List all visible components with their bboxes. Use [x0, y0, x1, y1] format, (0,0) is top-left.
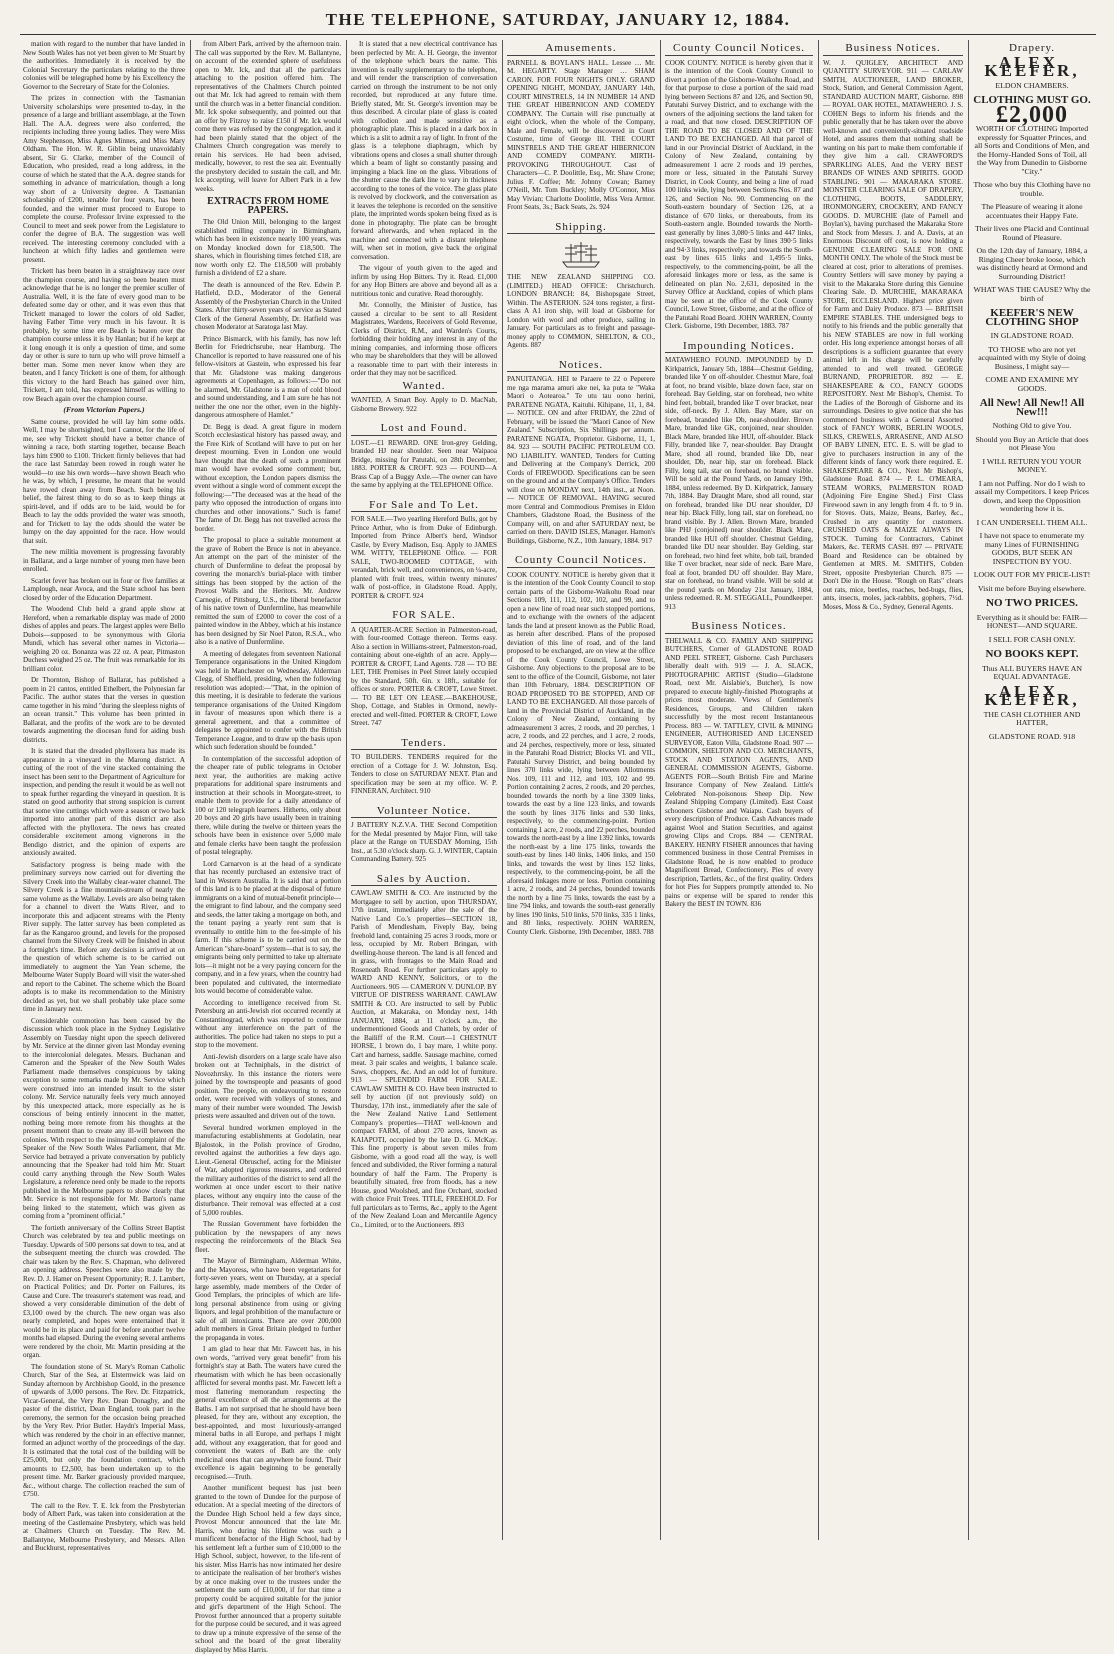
- section-heading: Tenders.: [401, 736, 447, 749]
- article-paragraph: In contemplation of the successful adoption of the cheaper rate of public telegrams in October next year, the authorities are making active preparations for additional spare instruments and instruction at their schools in Moorgate-street, to enable them to provide for a daily attendance of 100 or 120 telegraph learners. Hitherto, only about 20 boys and 20 girls have usually been in training there, while during the twelve or thirteen years the schools have been in existence over 5,000 male and female clerks have been taught the profession of postal telegraphy.: [195, 754, 341, 856]
- ad-line: Everything as it should be: FAIR—HONEST—AND SQUARE.: [976, 612, 1088, 630]
- section-heading: Business Notices.: [691, 620, 787, 632]
- article-paragraph: Anti-Jewish disorders on a large scale have also broken out at Techniphals, in the district of Novozhrrsky. In this instance the rioters were joined by the townspeople and peasants of good position. The people, on endeavouring to restore order, were received with volleys of stones, and many of their number were wounded. The Jewish priests were assaulted and driven out of the town.: [195, 1052, 341, 1120]
- advertiser-name: ALEX. KEEFER,: [984, 52, 1080, 80]
- advertisement-text: FOR SALE.—Two yearling Hereford Bulls, got by Prince Arthur, who is from Duke of Edinburgh. Imported from Prince Albert's herd, Windsor Castle, by Every Madison, Esq. Apply to JAMES WM. WITTY, TELEPHONE Office. — FOR SALE, TWO-ROOMED COTTAGE, with verandah, brick well, and conveniences, on ¼-acre, planted with fruit trees, within twenty minutes' walk of post-office, in Gladstone Road. Apply, PORTER & CROFT. 924: [351, 515, 497, 600]
- column-rule: [968, 40, 969, 1540]
- ad-line: ELDON CHAMBERS.: [995, 80, 1069, 90]
- column-2: [192, 40, 344, 1654]
- advertisement-text: COOK COUNTY. NOTICE is hereby given that it is the intention of the Cook County Council to stop certain parts of the Gisborne-Waikohu Road near Sections 109, 111, 112, 102, 102, and 99, and to open a new line of road near such stopped portions, and to exchange with the owners of the adjacent lands the land at present known as the Public Road, as herein after described. Plans of the proposed deviation of this line of road, and of the land proposed to be exchanged, are on view at the office of the Cook County Council, Lowe Street, Gisborne. Any objections to the proposal are to be sent to the office of the Council, Gisborne, not later than 10th February, 1884. DESCRIPTION OF ROAD PROPOSED TO BE STOPPED, AND OF LAND TO BE EXCHANGED. All those parcels of land in the Provincial District of Auckland, in the Colony of New Zealand, containing by admeasurement 3 acres, 2 roods, and 20 perches, 1 acre, 2 roods, and 22 perches, and 1 acre, 2 roods, and 24 perches, respectively, more or less, situated in the Patutahi Road District; Blocks VI. and VII., Patutahi Survey District, and being bounded by lines 370 links wide, lying between Allotments Nos. 109, 111 and 112, and 103, 102 and 99. Portion containing 2 acres, 2 roods, and 20 perches, bounded towards the north by a line 3309 links, towards the east by a line 123 links, and towards the south by lines 3176 links and 530 links, respectively, to the commencing-point. Portion containing 1 acre, 2 roods, and 22 perches, bounded towards the north-east by a line 1392 links, towards the north-east by a line 175 links, towards the south-east by lines 140 links, 1406 links, and 150 links, and towards the west by lines 152 links, respectively, to the commencing-point, be all the aforesaid linkages more or less. Portion containing 1 acre, 2 roods, and 24 perches, bounded towards the north by a line 75 links, towards the east by a line 794 links, and towards the south-east generally by lines 190 links, 510 links, 570 links, 335 1 links, and 80 links, respectively. JOHN WARREN, County Clerk. Gisborne, 19th December, 1883. 788: [507, 570, 655, 936]
- section-heading: Business Notices.: [845, 42, 941, 54]
- advertisement-text: THELWALL & CO. FAMILY AND SHIPPING BUTCHERS, Corner of GLADSTONE ROAD AND PEEL STREET, Gisborne. Cash Purchasers liberally dealt with. 919 — J. A. SLACK, PHOTOGRAPHIC ARTIST (Studio—Gladstone Road, next Mr. Aislabie's, Butcher), Is now prepared to execute highly-finished Photographs at prices most moderate. Views of Gentlemen's Residences, Groups, and Children taken successfully by the most recent Instantaneous Process. 883 — W. TATTLEY, CIVIL & MINING ENGINEER, AUTHORISED AND LICENSED SURVEYOR, Eaton Villa, Gladstone Road. 907 — COMMON, SHELTON AND CO. MERCHANTS, STOCK AND STATION AGENTS, AND GENERAL COMMISSION AGENTS, Gisborne. AGENTS FOR—South British Fire and Marine Insurance Company of New Zealand. Little's Celebrated Non-poisonous Sheep Dip. New Zealand Shipping Company (Limited). East Coast schooners Gisborne and Waiapu. Cash buyers of every description of Produce. Cash Advances made against Wool and Station Securities, and against growing Clips and Crops. 884 — CENTRAL BAKERY. HENRY FISHER announces that having commenced business in those Central Premises in Gladstone Road, he is now enabled to produce Magnificent Bread, Confectionery, Pies of every description, Tartlets, &c., of the first quality. Orders for hot Pies for Suppers promptly attended to. No pains or expense will be spared to render this Bakery the BEST IN TOWN. 836: [665, 636, 813, 908]
- article-paragraph: Mr. Connolly, the Minister of Justice, has caused a circular to be sent to all Resident Magistrates, Wardens, Receivers of Gold Revenue, Clerks of District, R.M., and Warden's Courts, forbidding their holding any interest in any of the mining companies, and informing those officers who may be shareholders that they will be allowed a reasonable time to part with their interests in order that they may not be sacrificed.: [351, 301, 497, 377]
- advertisement-text: LOST.—£1 REWARD. ONE Iron-grey Gelding, branded HJ near shoulder. Seen near Waipaoa Bridge, missing for Patutahi, on 28th December, 1883. PORTER & CROFT. 923 — FOUND—A Brass Cap of a Buggy Axle.—The owner can have the same by applying at the TELEPHONE Office.: [351, 438, 497, 489]
- ad-line: I SELL FOR CASH ONLY.: [988, 634, 1076, 644]
- ad-line: I am not Puffing. Nor do I wish to assail my Competitors. I keep Prices down, and keep the Opposition wondering how it is.: [975, 478, 1089, 513]
- article-paragraph: It is stated that the dreaded phylloxera has made its appearance in a vineyard in the Marong district. A cutting of the root of the vine stacked containing the insect has been sent to the Department of Agriculture for inspection, and pending the result it would be as well not to speak further regarding the vineyard in question. It is stated on good authority that strong suspicion is current that some vine cuttings which were a season or two back imported into another part of this district are also affected with the phylloxera. The news has created considerable excitement among vignerons in the Bendigo district, and the opinion of experts are anxiously awaited.: [23, 747, 185, 857]
- advertisement-text: J BATTERY N.Z.V.A. THE Second Competition for the Medal presented by Major Finn, will take place at the Range on TUESDAY Morning, 15th Inst., at 5.30 o'clock sharp. G. J. WINTER, Captain Commanding Battery. 925: [351, 821, 497, 863]
- advertisement: [507, 371, 655, 552]
- article-paragraph: Considerable commotion has been caused by the discussion which took place in the Sydney Legislative Assembly on Tuesday night upon the speech delivered by Mr. Service at the dinner given last Monday evening to the intercolonial delegates. Messrs. Buchanan and Cameron and the Speaker of the New South Wales Parliament made themselves conspicuous by taking exception to some remarks made by Mr. Service which were construed into an intended insult to the sister colony. Mr. Service naturally feels very much annoyed by this unexpected attack, more especially as he is conscious of being entirely innocent in the matter, nothing being more remote from his thoughts at the present moment than to create any ill-will between the colonies. With respect to the insinuated complaint of the Speaker of the New South Wales Parliament, that Mr. Service had betrayed a private conversation by publicly announcing that the Speaker had told him Mr. Stuart could carry anything through the New South Wales Legislature, a reference need only be made to the reports published in the Melbourne papers to show clearly that Mr. Service is not responsible for Mr. Barton's name being linked to the statement, which was given as coming from a "prominent official.": [23, 1016, 185, 1220]
- article-paragraph: Another munificent bequest has just been granted to the town of Dundee for the purpose of education. At a special meeting of the directors of the Dundee High School held a few days since, Provost Moncur announced that the late Mr. Harris, who during his lifetime was such a munificent benefactor of the High School, had by his settlement left a further sum of £10,000 to the High School, subject, however, to the life-rent of his sister. Miss Harris has now intimated her desire to anticipate the realisation of her brother's wishes by at once making over to the trustees under the settlement the sum of £10,000, if for that time a property could be acquired suitable for the junior and girl's department of the High School. The Provost further announced that a property suitable for the purpose could be secured, and it was agreed to draw up a minute expressive of the sense of the school and the board of the great liberality displayed by Miss Harris.: [195, 1484, 341, 1654]
- advertisement: [507, 567, 655, 944]
- ad-line: GLADSTONE ROAD. 918: [988, 731, 1076, 741]
- ad-line: Those who buy this Clothing have no trouble.: [973, 180, 1091, 198]
- article-paragraph: The vigour of youth given to the aged and infirm by using Hop Bitters. Try it. Read. £1,000 for any Hop Bitters are above and beyond all as a nutritious tonic and curative. Read thoroughly.: [351, 264, 497, 298]
- advertisement-text: MATAWHERO FOUND. IMPOUNDED by D. Kirkpatrick, January 5th, 1884—Chestnut Gelding, branded like Y on off-shoulder. Chestnut Mare, foal at foot, no brand visible, blaze down face, star on forehead. Bay Gelding, star on forehead, two white hind feet, bobtail, branded like T over bracket, near side, off-neck. By J. Allen. Bay Mare, star on forehead, branded like Db, near-shoulder. Brown Mare, branded like GK, conjoined, near shoulder. Black Mare, branded like HUI, off-shoulder. Black Filly, branded like 7, near-shoulder. Bay Draught Mare, shod all round, branded like Db, near shoulder, Db, near hip, star on forehead. Black Filly, long tail, star on forehead, no brand visible. Will be sold at the Pound Yards, on January 19th, 1884, unless redeemed. By D. Kirkpatrick, January 7th, 1884. Bay Draught Mare, shod all round, star on forehead, branded like DU near shoulder, DJ near hip. Black Filly, long tail, star on forehead, no brand visible. By J. Allen. Brown Mare, branded like PHJ (conjoined) near shoulder. Black Mare, branded like HUI off shoulder. Chestnut Gelding, branded like DU near shoulder. Bay Gelding, star on forehead, two hind feet white, bob tail, branded like T over bracket, near side of neck. Bare Mare, foal at foot, branded DU off shoulder. Bay Mare, star on forehead, no brand visible. Will be sold at the pound yards on Monday 21st January, 1884, unless redeemed. R. M. STEGGALL, Poundkeeper. 913: [665, 356, 813, 611]
- ad-headline: NO TWO PRICES.: [986, 597, 1078, 609]
- article-paragraph: The call to the Rev. T. E. Ick from the Presbyterian body of Albert Park, was taken into consideration at the meeting of the Castlemaine Presbytery, which was held at Chalmers Church on Tuesday. The Rev. M. Ballantyne, Melbourne Presbytery, and Messrs. Allen and Buckhurst, representatives: [23, 1501, 185, 1552]
- ad-headline: KEEFER'S NEW CLOTHING SHOP: [985, 307, 1079, 328]
- article-paragraph: Trickett has been beaten in a straightaway race over the champion course, and having so been beaten must acknowledge that he is no longer the premier sculler of Australia. Well, it is the fate of every good man to be defeated some day or other, and it was even thus that Trickett managed to lower the colors of old Sadler, having Father Time very much in his favour. It is probably, by some time ere Beach is beaten over the champion course unless it is by Hanlan; but if he kept at it long enough it is only a question of time, and some day or other is sure to turn up who will prove himself a better man. Some men never know when they are beaten, and I fancy Trickett is one of them, for although this victory to the hard Beach has gained over him, Trickett, I am told, has expressed himself as willing to row Beach again over the champion course.: [23, 267, 185, 403]
- article-paragraph: The Mayor of Birmingham, Alderman White, and the Mayoress, who have been vegetarians for forty-seven years, went on Thursday, at a special large assembly, made members of the Order of Good Templars, the principles of which are life-long personal abstinence from using or giving liquors, and legal prohibition of the manufacture or sale of all intoxicants. There are over 200,000 adult members in Great Britain pledged to further the propaganda in votes.: [195, 1257, 341, 1342]
- article-paragraph: The Woodend Club held a grand apple show at Hereford, when a remarkable display was made of 2000 dishes of apples and pears. The largest apples were Bello Dubois—supposed to be synonymous with Gloria Mundi, which has several other names in Victoria—weighing 20 oz. Bonanza was 22 oz. A pear, Pitmaston Duchess weighed 25 oz. The fruit was remarkable for its brilliant color.: [23, 605, 185, 673]
- ship-illustration-icon: [559, 240, 603, 270]
- column-5: [662, 40, 816, 1540]
- dateline: (From Victorian Papers.): [63, 405, 145, 414]
- advertisement: [351, 392, 497, 420]
- ad-line: Thus ALL BUYERS HAVE AN EQUAL ADVANTAGE.: [981, 663, 1083, 681]
- ad-line: Visit me before Buying elsewhere.: [977, 583, 1086, 593]
- column-4: [504, 40, 658, 1540]
- advertisement-text: WANTED, A Smart Boy. Apply to D. MacNab, Gisborne Brewery. 922: [351, 396, 497, 413]
- ad-line: WORTH OF CLOTHING Imported expressly for Squatter Princes, and all Sorts and Conditions of Men, and the Horny-Handed Sons of Toil, all the Way from Dunedin to Gisborne "City.": [974, 124, 1090, 176]
- ad-line: I WILL RETURN YOU YOUR MONEY.: [982, 456, 1082, 474]
- article-paragraph: The fortieth anniversary of the Collins Street Baptist Church was celebrated by tea and public meetings on Tuesday. Upwards of 500 persons sat down to tea, and at the subsequent meeting the church was crowded. The chair was taken by the Rev. S. Chapman, who delivered an opening address. Speeches were also made by the Rev. D. J. Hamer on Present Opportunity; R. J. Lambert, on Practical Politics; and Dr. Porter on Failures, its Cause and Cure. The treasurer's statement was read, and showed a very considerable diminution of the debt of £3,100 owed by the church. The new organ was also nearly completed, and hopes were entertained that it would be in its place and paid for before another twelve months had elapsed. During the evening several anthems were rendered by the choir, Mr. Martin presiding at the organ.: [23, 1223, 185, 1359]
- section-heading: Volunteer Notice.: [376, 804, 472, 817]
- advertisement: [351, 885, 497, 1236]
- section-heading: FOR SALE.: [392, 609, 456, 621]
- ad-headline: NO BOOKS KEPT.: [985, 648, 1079, 660]
- ad-line: TO THOSE who are not yet acquainted with my Style of doing Business, I might say—: [978, 344, 1086, 371]
- article-paragraph: The proposal to place a suitable monument at the grave of Robert the Bruce is not in abeyance. An attempt on the part of the minister of the church of Dunfermline to defeat the proposal by covering the monarch's burial-place with timber sittings has been stopped by the action of the Provost Walls and the Heritors. Mr. Andrew Carnegie, of Pittsburg, U.S., the liberal benefactor of his native town of Dunfermline, has meanwhile remitted the sum of £2000 to cover the cost of a painted window in the Abbey, which at his instance has been designed by Sir Noel Paton, R.S.A., who also is a native of Dunfermline.: [195, 536, 341, 646]
- article-paragraph: The prizes in connection with the Tasmanian University scholarships were presented to-day, in the presence of a large and brilliant assemblage, at the Town Hall. The A.A. degrees were also conferred, the recipients including three young ladies. They were Miss Amy Stephenson, Miss Agnes Minnes, and Miss Mary Oldham. The Hon. W. R. Giblin being unavoidably absent, Sir G. Clarke, member of the Council of Education, who presided, read a long address, in the course of which he stated that the A.A. degree stands for something in advance of matriculation, though a long way short of a University degree. A Tasmanian scholarship of £200, tenable for four years, has been founded, and the winner must proceed to Europe to complete the course. Professor Irvine expressed to the Council to meet and seek power from the Legislature to confer the degree of B.A. The suggestion was well received. The interesting ceremony concluded with a luncheon at which fifty ladies and gentlemen were present.: [23, 94, 185, 264]
- section-heading: County Council Notices.: [672, 42, 806, 54]
- ad-line: Their lives one Placid and Continual Round of Pleasure.: [974, 224, 1090, 242]
- article-paragraph: I am glad to hear that Mr. Fawcett has, in his own words, "arrived very great benefit" from his fortnight's stay at Bath. The waters have cured the rheumatism with which he has been occasionally afflicted for several months past. Mr. Fawcett left a most flattering memorandum respecting the general excellence of all the arrangements at the Baths. I am not surprised that he should have been pleased, for they are, without any exception, the best-appointed, and most luxuriously-arranged mineral baths in all Europe, and perhaps I might add, without any exaggeration, that for good and convenient the waters of Bath are the only medicinal ones that can anywhere be found. Their excellence is again beginning to be generally recognised.—Truth.: [195, 1345, 341, 1481]
- advertisement: [507, 55, 655, 219]
- section-heading: Drapery.: [1008, 42, 1056, 54]
- section-heading: Notices.: [558, 358, 604, 371]
- section-heading: County Council Notices.: [514, 554, 648, 566]
- article-paragraph: mation with regard to the number that have landed in New South Wales has not yet been given to Mr Stuart by the authorities. Immediately it is received by the Colonial Secretary the particulars relating to the three colonies will be telegraphed home by his Excellency the Governor to the Secretary of State for the Colonies.: [23, 40, 185, 91]
- ad-line: COME AND EXAMINE MY GOODS.: [985, 375, 1079, 393]
- article-paragraph: The new militia movement is progressing favorably in Ballarat, and a large number of young men have been enrolled.: [23, 548, 185, 573]
- column-rule: [190, 40, 191, 1540]
- article-paragraph: Same course, provided he will lay him some odds. Well, I may be shortsighted, but I cannot, for the life of me, see why Trickett should have a better chance of winning a race, both starting together, because Beach lays him £900 to £100. Trickett firmly believes that had the race last Saturday been rowed in rough water he would—to use his own words—have shown Beach who he was, by which, I presume, he meant that he would have rowed clean away from Beach. Such being his belief, the fairest thing to do so as to keep things at spirit-level, and if odds are to be laid, would be for Beach to lay the odds provided the water was smooth, and for Trickett to lay the odds should the water be lumpy on the day appointed for the race. How would that suit.: [23, 417, 185, 545]
- advertiser-name: ALEX. KEEFER,: [984, 681, 1080, 709]
- section-heading: Shipping.: [555, 220, 607, 233]
- article-paragraph: The Old Union Mill, belonging to the largest established milling company in Birmingham, which has been in existence nearly 100 years, was on Monday knocked down for £18,500. The shares, which in flourishing times fetched £18, are now worth only £2. The £18,500 will probably furnish a dividend of £2 a share.: [195, 218, 341, 277]
- column-rule: [346, 40, 347, 1540]
- advertisement: [507, 233, 655, 357]
- advertisement: [665, 633, 813, 916]
- column-rule: [660, 40, 661, 1540]
- ad-line: LOOK OUT FOR MY PRICE-LIST!: [973, 570, 1091, 579]
- advertisement: [665, 55, 813, 338]
- ad-line: I have not space to enumerate my many Lines of FURNISHING GOODS, BUT SEEK AN INSPECTION BY YOU.: [979, 531, 1085, 566]
- section-heading: Sales by Auction.: [376, 872, 472, 885]
- ad-line: Nothing Old to give You.: [992, 421, 1072, 430]
- section-heading: For Sale and To Let.: [369, 498, 479, 511]
- advertisement: [351, 511, 497, 607]
- ad-line: IN GLADSTONE ROAD.: [990, 331, 1074, 340]
- ad-line: The Pleasure of wearing it alone accentuates their Happy Fate.: [981, 202, 1083, 220]
- article-paragraph: The Russian Government have forbidden the publication by the newspapers of any news respecting the reinforcements of the Black Sea fleet.: [195, 1220, 341, 1254]
- advertisement-text: COOK COUNTY. NOTICE is hereby given that it is the intention of the Cook County Council to divert a portion of the Gisborne-Waikohu Road, and for that purpose to close a portion of the said road lying between Sections 87 and 126, and Section 90, Patutahi Survey District, and to exchange with the owners of the adjoining sections the land taken for a road, and that now closed. DESCRIPTION OF THE ROAD TO BE CLOSED AND OF THE LAND TO BE EXCHANGED. All that parcel of land in our Provincial District of Auckland, in the Colony of New Zealand, containing by admeasurement 1 acre 2 roods and 19 perches, more or less, situated in the Patutahi Survey District, in Cook County, and being a line of road 100 links wide, lying between Sections Nos. 87 and 126, and Section No. 90. Commencing on the South-eastern boundary of Section 126, at a distance of 670 links, or thereabouts, from its South-eastern angle. Bounded towards the North-east generally by lines 3,080·5 links and 447 links, respectively, towards the East by lines 390·5 links and 94·3 links, respectively; and towards the South-east by lines 615 links and 1,495·5 links, respectively, to the commencing-point, be all the aforesaid linkages more or less, as the same is delineated on plan No. 2,631, deposited in the Survey Office at Auckland, copies of which plans may be seen at the office of the Cook County Council, Lowe Street, Gisborne, and at the office of the Patutahi Road Board. JOHN WARREN, County Clerk. Gisborne, 19th December, 1883. 787: [665, 58, 813, 330]
- section-heading: Lost and Found.: [380, 422, 468, 434]
- advertisement: [351, 435, 497, 497]
- price-headline: £2,000: [996, 101, 1068, 128]
- advertisement-text: THE NEW ZEALAND SHIPPING CO. (LIMITED.) HEAD OFFICE: Christchurch. LONDON BRANCH: 84, Bishopsgate Street, Within. The ASTERION. 524 tons register, a first-class A A1 iron ship, will load at Gisborne for London with wool and other produce, sailing in January. For particulars as to freight and passage-money apply to COMMON, SHELTON, & CO., Agents. 887: [507, 273, 655, 349]
- advertisement-text: PANUITANGA. HEI te Paraere te 22 o Peperere me nga marama amuri ake nei, ka puta te "Waka Maori o Aotearoa." Te utu tau oono herini, PARATENE NGATA, Kaituhi. Kihipane, 11, 1, 84. — NOTICE. ON and after FRIDAY, the 22nd of February, will be issued the "Maori Canoe of New Zealand." Subscription, Six Shillings per annum. PARATENE NGATA, Proprietor. Gisborne, 11, 1, 84. 923 — SOUTH PACIFIC PETROLEUM CO. NO LIABILITY. WANTED, Tenders for Cutting and Delivering at the Company's Derrick, 200 Cords of FIREWOOD. Specifications can be seen on the ground and at the Company's Office. Tenders will close on MONDAY next, 14th inst., at Noon. — NOTICE OF REMOVAL. HAVING secured more Central and Commodious Premises in Eldon Chambers, Gladstone Road, the Business of the Company will, on and after SATURDAY next, be carried on there. DAVID ISLES, Manager. Hamon's Buildings, Gisborne, N.Z., 10th January, 1884. 917: [507, 375, 655, 545]
- article-paragraph: Satisfactory progress is being made with the preliminary surveys now carried out for diverting the Silvery Creek into the Wallaby clear-water channel. The Silvery Creek is a fine mountain-stream of nearly the same volume as the Wallaby. Levels are also being taken for a channel to divert the Watts River, and to incorporate this and adjacent streams with the Plenty River supply. The latter survey has been completed as far as the Kangaroo ground, and levels for the proposed channel from the Silvery Creek will be finished in about a fortnight's time. Before any decision is arrived at on the question of which scheme is to be carried out immediately to augment the Yan Yean scheme, the Melbourne Water Supply Board will visit the water-shed and report to the Cabinet. The scheme which the Board adopts is to make its recommendation to the Ministry decided as yet, but we shall probably take place some time in January next.: [23, 860, 185, 1013]
- advertisement-text: TO BUILDERS. TENDERS required for the erection of a Cottage for J. W. Johnston, Esq. Tenders to close on SATURDAY NEXT. Plan and specification may be seen at my office. W. P. FINNERAN, Architect. 910: [351, 753, 497, 795]
- ad-headline: All New! All New!! All New!!!: [979, 397, 1085, 418]
- ad-line: Should you Buy an Article that does not Please You: [975, 434, 1089, 452]
- advertisement: [823, 55, 963, 619]
- section-heading: Amusements.: [545, 42, 617, 54]
- article-paragraph: The foundation stone of St. Mary's Roman Catholic Church, Star of the Sea, at Elsternwick was laid on Sunday afternoon by Archbishop Goold, in the presence of upwards of 3,000 persons. The Rev. Dr. Fitzpatrick, Vicar-General, the Very Rev. Dean Donaghy, and the pastor of the district, Dean England, took part in the ceremony, the sermon for the occasion being preached by the Very Rev. Prior Butler. Haydn's Imperial Mass, which was rendered by the choir in an effective manner, formed an adjunct worthy of the proceedings of the day. It is estimated that the total cost of the building will be £25,000, but only the foundation contract, which amounts to £2,500, has been undertaken up to the present time. Mr. Barker graciously provided marquee, &c., without charge. The collection reached the sum of £750.: [23, 1362, 185, 1498]
- masthead: THE TELEPHONE, SATURDAY, JANUARY 12, 1884.: [20, 8, 1096, 35]
- advertisement: [351, 749, 497, 803]
- article-paragraph: According to intelligence received from St. Petersburg an anti-Jewish riot occurred recently at Constantinograd, which was reported to continue without any interference on the part of the authorities. The police had taken no steps to put a stop to the movement.: [195, 998, 341, 1049]
- article-paragraph: Dr. Begg is dead. A great figure in modern Scotch ecclesiastical history has passed away, and the Free Kirk of Scotland will have to put on her deepest mourning. Even in London one would have thought that the death of such a prominent man would have evoked some comment; but, without exception, the London papers dismiss the event without a single word of comment except the following:—"The deceased was at the head of the party who opposed the introduction of organs into churches and other innovations." Such is fame! The fame of Dr. Begg has not travelled across the border.: [195, 422, 341, 533]
- advertisement-text: W. J. QUIGLEY, ARCHITECT AND QUANTITY SURVEYOR. 911 — CARLAW SMITH, AUCTIONEER, LAND BROKER, Stock, Station, and General Commission Agent, STANDARD AUCTION MART, Gisborne. 898 — ROYAL OAK HOTEL, MATAWHERO. J. S. COHEN Begs to inform his friends and the public generally that he has taken over the above well-known and conveniently-situated roadside Hotel, and assures them that nothing shall be wanting on his part to make them comfortable if they give him a call. CRAWFORD'S SPARKLING ALES, And the VERY BEST BRANDS OF WINES AND SPIRITS. GOOD STABLING. 901 — MAKARAKA STORE. MONSTER CLEARING SALE OF DRAPERY, CLOTHING, BOOTS, SADDLERY, IRONMONGERY, CROCKERY, AND FANCY GOODS. D. MURCHIE (late of Parnell and Boylan's), having purchased the Makaraka Store and Stock from Messrs. J. and A. Davis, at an Enormous Discount off cost, is now holding a GENUINE CLEARING SALE FOR ONE MONTH ONLY. The whole of the Stock must be cleared at cost, prior to alterations of premises. Country Settlers will save money by paying a visit to the Makaraka Store during this Genuine Clearing Sale. D. MURCHIE, MAKARAKA STORE, ECCLESLAND. Highest price given for Farm and Dairy Produce. 873 — BRITISH EMPIRE STABLES. THE undersigned begs to notify to his friends and the public generally that his NEW STABLES are now in full working order. His long experience amongst horses of all descriptions is a sufficient guarantee that every animal left in his charge will be carefully attended to and well treated. GEORGE BURNAND, PROPRIETOR. 892 — E. SHAKESPEARE & CO., FANCY GOODS REPOSITORY. Next Mr Bishop's, Chemist. To the Ladies of the Borough of Gisborne and its surroundings. Desires to give notice that she has commenced business with a General Assorted stock of FANCY WORK, BERLIN WOOLS, SILKS, CREWELS, ARRASENE, AND ALSO OF BABY LINEN, ETC. E. S. will be glad to give to purchasers instruction in any of the different kinds of fancy work there required. E. SHAKESPEARE & CO., Next Mr Bishop's, Gladstone Road. 874 — P. L. O'MEARA, STEAM WORKS, PALMERSTON ROAD (Adjoining Fire Engine Shed.) First Class Firewood sawn in any length from 4 ft. to 9 in. for Stoves. Oats, Maize, Beans, Barley, &c., Crushed in any quantity for customers. CRUSHED OATS & MAIZE ALWAYS IN STOCK. Turning for Contractors, Cabinet Makers, &c. TERMS CASH. 897 — PRIVATE Board and Residence can be obtained by Gentlemen at MRS. M. SMITH'S, Cobden Street, opposite Presbyterian Church. 875 — Don't Die in the House. "Rough on Rats" clears out rats, mice, beetles, roaches, bed-bugs, flies, ants, insects, moles, jack-rabbits, gophers, 7½d. Moses, Moss & Co., Sydney, General Agents.: [823, 58, 963, 611]
- article-paragraph: from Albert Park, arrived by the afternoon train. The call was supported by the Rev. M. Ballantyne, on account of the extended sphere of usefulness open to Mr. Ick, and that all the particulars attaching to the position offered him. The representatives of the Chalmers Church pointed out that Mr. Ick had agreed to remain with them until the church was in a better financial condition. Mr. Ick spoke subsequently, and pointed out that an offer by Fitzroy to raise £150 if Mr. Ick would come there was refused by the congregation, and it had been plainly stated that the object of the Chalmers Church congregation was merely to retain his services. He had been advised, medically, however, to rest the sea air. Eventually the presbytery decided to sustain the call, and Mr. Ick accepting, will leave for Albert Park in a few weeks.: [195, 40, 341, 193]
- column-1: [20, 40, 188, 1552]
- advertisement-text: A QUARTER-ACRE Section in Palmerston-road, with four-roomed Cottage thereon. Terms easy. Also a section in Williams-street, Palmerston-road, containing about one-eighth of an acre. Apply—PORTER & CROFT, Land Agents. 728 — TO BE LET, THE Premises in Peel Street lately occupied by the Standard, 50ft. 6in. x 18ft., suitable for offices or store. PORTER & CROFT, Lowe Street. — TO BE LET ON LEASE.—BAKEHOUSE, Shop, Cottage, and Stables in Ormond, newly-erected and well-fitted. PORTER & CROFT, Lowe Street. 747: [351, 625, 497, 727]
- advertisement: [665, 352, 813, 618]
- article-paragraph: Scarlet fever has broken out in four or five families at Lamplough, near Avoca, and the State school has been closed by order of the Education Department.: [23, 576, 185, 602]
- advertisement: [351, 817, 497, 871]
- article-paragraph: Several hundred workmen employed in the manufacturing establishments at Godolatin, near Bjalostok, in the Polish province of Grodno, revolted against the authorities a few days ago. Lieut.-General Obruschef, acting for the Minister of War, adopted rigorous measures, and ordered the military authorities of the district to send all the workmen at once under escort to their native places, without any enquiry into the cause of the disturbance. Their removal was effected at a cost of 5,000 roubles.: [195, 1123, 341, 1217]
- article-paragraph: The death is announced of the Rev. Edwin P. Hatfield, D.D., Moderator of the General Assembly of the Presbyterian Church in the United States. After thirty-seven years of service as Stated Clerk of the General Assembly, Dr. Hatfield was chosen Moderator at Saratoga last May.: [195, 280, 341, 331]
- column-rule: [502, 40, 503, 1540]
- column-6: [820, 40, 966, 1540]
- ad-line: THE CASH CLOTHIER AND HATTER,: [983, 709, 1081, 727]
- article-paragraph: It is stated that a new electrical contrivance has been perfected by Mr. A. H. George, the inventor of the telephone which bears the name. This invention is really supplementary to the telephone, and will render the transcription of conversation carried on through the instrument to be not only recorded, but reproduced at any future time. Briefly stated, Mr. St. George's invention may be thus described. A circular plate of glass is coated with collodion and made sensitive as a photographic plate. This is placed in a dark box in which is a slit to admit a ray of light. In front of the glass is a telephone diaphragm, which by vibrations opens and closes a small shutter through which a beam of light so constantly passing and impinging a black line on the glass. Vibrations of the shutter cause the dark line to vary in thickness according to the tones of the voice. The glass plate is revolved by clockwork, and the conversation as it leaves the telephone is recorded on the sensitive plate, the imprinted words spoken being fixed as is done in photography. The plate can be brought forward afterwards, and when replaced in the machine and connected with a distant telephone will, when set in motion, give back the original conversation.: [351, 40, 497, 261]
- column-3: [348, 40, 500, 1540]
- article-paragraph: Lord Carnarvon is at the head of a syndicate that has recently purchased an extensive tract of land in Western Australia. It is said that a portion of this land is to be placed at the disposal of future immigrants on a kind of mutual-benefit principle—the emigrant to find labour, and the company seed and seeds, the latter taking a mortgage on both, and the tenant paying a yearly rent sum that is eventually to entitle him to the fee-simple of his farm. If this scheme is to be carried out on the American "share-board" system—that is to say, the emigrants being only permitted to take up alternate lots—it might not be a very paying concern for the company, and in a few years, when the country had been populated and cultivated, the intermediate lots would become of considerable value.: [195, 859, 341, 995]
- article-paragraph: Prince Bismarck, with his family, has now left Berlin for Friedrichsruhe, near Hamburg. The Chancellor is reported to have reassured one of his fellow-visitors at Gastein, who expressed his fear that Mr. Gladstone was making dangerous agreements at Copenhagen, as follows:—"Do not be alarmed, Mr. Gladstone is a man of cold blood and sound understanding, and I am sure he has not neither the one nor the other, even in the highly-dangerous atmosphere of Hamlet.": [195, 334, 341, 419]
- column-7-drapery: [970, 40, 1094, 1540]
- advertisement-text: CAWLAW SMITH & CO. Are instructed by the Mortgagee to sell by auction, upon THURSDAY, 17th instant, immediately after the sale of the Native Land Co.'s properties—SECTION 18, Parish of Mendlesham, Fiveply Bay, being freehold land, containing 25 acres 3 roods, more or less, occupied by Mr. Robert Bringan, with dwelling-house thereon. The land is all fenced and in grass, with frontages to the Main Road and Roseneath Road. For further particulars apply to WARD AND KENNY, Solicitors, or to the Auctioneers. 905 — CAMERON V. DUNLOP. BY VIRTUE OF DISTRESS WARRANT. CAWLAW SMITH & CO. Are instructed to sell by Public Auction, at Makaraka, on Monday next, 14th JANUARY, 1884, at 11 o'clock a.m., the undermentioned Goods and Chattels, by order of the Bailiff of the R.M. Court—1 CHESTNUT HORSE, 1 brown do, 1 bay mare, 1 white pony. Cart and harness, saddle. Sausage machine, corned meat. 3 pair scales and weights, 1 balance scale. Saws, choppers, &c. And an odd lot of furniture. 913 — SPLENDID FARM FOR SALE. CAWLAW SMITH & CO. Have been instructed to sell by auction (if not previously sold) on Thursday, 17th inst., immediately after the sale of the New Zealand Native Land Settlement Company's properties—THAT well-known and compact FARM, of about 270 acres, known as KAIAPOTI, occupied by the late D. G. McKay. This fine property is about seven miles from Gisborne, with a good road all the way, is well fenced and subdivided, the River forming a natural boundary of half the Farm. The Property is beautifully situated, free from floods, has a new House, good Woolshed, and fine Orchard, stocked with choice Fruit Trees. TITLE, FREEHOLD. For full particulars as to Terms, &c., apply to the Agent of the New Zealand Loan and Mercantile Agency Co., Limited, or to the Auctioneers. 893: [351, 889, 497, 1229]
- column-rule: [818, 40, 819, 1540]
- ad-headline: CLOTHING MUST GO.: [973, 94, 1091, 106]
- advertisement: [351, 622, 497, 735]
- section-heading: Impounding Notices.: [683, 339, 795, 352]
- advertisement-text: PARNELL & BOYLAN'S HALL. Lessee … Mr. M. HEGARTY. Stage Manager … SHAM CARON. FOR FOUR NIGHTS ONLY. GRAND OPENING NIGHT, MONDAY, JANUARY 14th, COURT MINSTRELS, 14 IN NUMBER 14 AND THE GREAT HIBERNICON AND COMEDY COMPANY. The Curtain will rise punctually at eight o'clock, when the whole of the Company, Male and Female, will be discovered in Court Costume, time of George III. THE COURT MINSTRELS AND THE GREAT HIBERNICON AND COMEDY COMPANY. MIRTH-PROVOKING THROUGHOUT. Cast of Characters—C. P. Doolittle, Esq., Mr. Shaw Crone; Julius F. Coffee; Mr. Johnny Cowan; Barney O'Neill, Mr. Tom Buckley; Molly O'Connor, Miss May Vivian; Charlotte Doolittle, Miss Vera Armor. Front Seats, 3s.; Back Seats, 2s. 924: [507, 58, 655, 211]
- ad-line: WHAT WAS THE CAUSE? Why the birth of: [973, 285, 1091, 303]
- article-paragraph: A meeting of delegates from seventeen National Temperance organisations in the United Kingdom was held in Manchester on Wednesday, Alderman Clegg, of Sheffield, presiding, when the following resolution was adopted:—"That, in the opinion of this meeting, it is desirable to federate the various temperance organisations of the United Kingdom in favour of measures upon which there is a general agreement, and that a committee of delegates be appointed to confer with the British Temperance League, and to draw up the basis upon which such federation should be founded.": [195, 649, 341, 751]
- ad-line: I CAN UNDERSELL THEM ALL.: [976, 517, 1088, 527]
- section-heading: EXTRACTS FROM HOME PAPERS.: [207, 196, 329, 216]
- ad-line: On the 12th day of January, 1884, a Ringing Cheer broke loose, which was distinctly heard at Ormond and Surrounding District!: [976, 246, 1088, 281]
- article-paragraph: Dr Thornton, Bishop of Ballarat, has published a poem in 21 cantos, entitled Ethelbert, the Polynesian far Pacific. The author states that the verses in question came together in his mind "during the sleepless nights of an ocean transit." This volume has been printed in Ballarat, and the profits of the work are to be devoted towards augmenting the diocesan fund for aiding bush districts.: [23, 676, 185, 744]
- section-heading: Wanted.: [402, 379, 446, 392]
